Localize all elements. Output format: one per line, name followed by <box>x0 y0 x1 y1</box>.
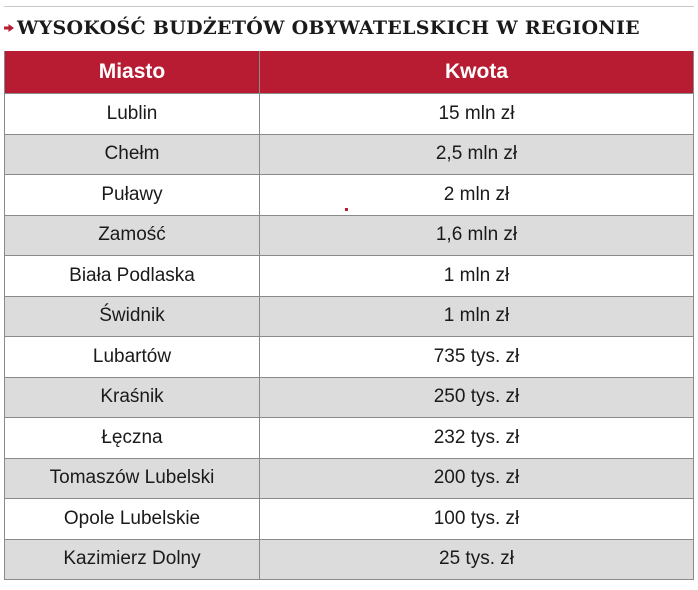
budget-table <box>4 51 694 580</box>
cell-city: Zamość <box>5 215 260 256</box>
cell-city: Świdnik <box>5 296 260 337</box>
cell-city: Kraśnik <box>5 377 260 418</box>
table-row <box>5 296 694 337</box>
cell-city: Łęczna <box>5 418 260 459</box>
cell-amount: 2 mln zł <box>260 175 694 216</box>
cell-amount: 1,6 mln zł <box>260 215 694 256</box>
cell-amount: 25 tys. zł <box>260 539 694 580</box>
cell-amount: 735 tys. zł <box>260 337 694 378</box>
cell-amount: 200 tys. zł <box>260 458 694 499</box>
cell-city: Lubartów <box>5 337 260 378</box>
cell-city: Puławy <box>5 175 260 216</box>
table-row <box>5 539 694 580</box>
cell-city: Opole Lubelskie <box>5 499 260 540</box>
table-row <box>5 134 694 175</box>
cell-amount: 250 tys. zł <box>260 377 694 418</box>
stray-mark <box>345 208 348 211</box>
table-row <box>5 418 694 459</box>
cell-amount: 1 mln zł <box>260 256 694 297</box>
cell-amount: 2,5 mln zł <box>260 134 694 175</box>
cell-city: Tomaszów Lubelski <box>5 458 260 499</box>
cell-city: Kazimierz Dolny <box>5 539 260 580</box>
top-rule <box>4 6 694 7</box>
right-arrow-icon <box>4 23 14 33</box>
table-row <box>5 94 694 135</box>
table-row <box>5 256 694 297</box>
cell-city: Biała Podlaska <box>5 256 260 297</box>
budget-table-container <box>4 51 693 580</box>
table-row <box>5 377 694 418</box>
table-body <box>5 94 694 580</box>
table-row <box>5 499 694 540</box>
chart-title: WYSOKOŚĆ BUDŻETÓW OBYWATELSKICH W REGIONIE <box>17 17 640 39</box>
cell-amount: 232 tys. zł <box>260 418 694 459</box>
cell-amount: 15 mln zł <box>260 94 694 135</box>
table-row <box>5 458 694 499</box>
cell-city: Lublin <box>5 94 260 135</box>
cell-city: Chełm <box>5 134 260 175</box>
title-bar <box>4 14 640 42</box>
table-row <box>5 175 694 216</box>
column-header-amount: Kwota <box>260 51 694 94</box>
table-row <box>5 215 694 256</box>
table-row <box>5 337 694 378</box>
column-header-city: Miasto <box>5 51 260 94</box>
cell-amount: 1 mln zł <box>260 296 694 337</box>
cell-amount: 100 tys. zł <box>260 499 694 540</box>
table-header-row <box>5 51 694 94</box>
